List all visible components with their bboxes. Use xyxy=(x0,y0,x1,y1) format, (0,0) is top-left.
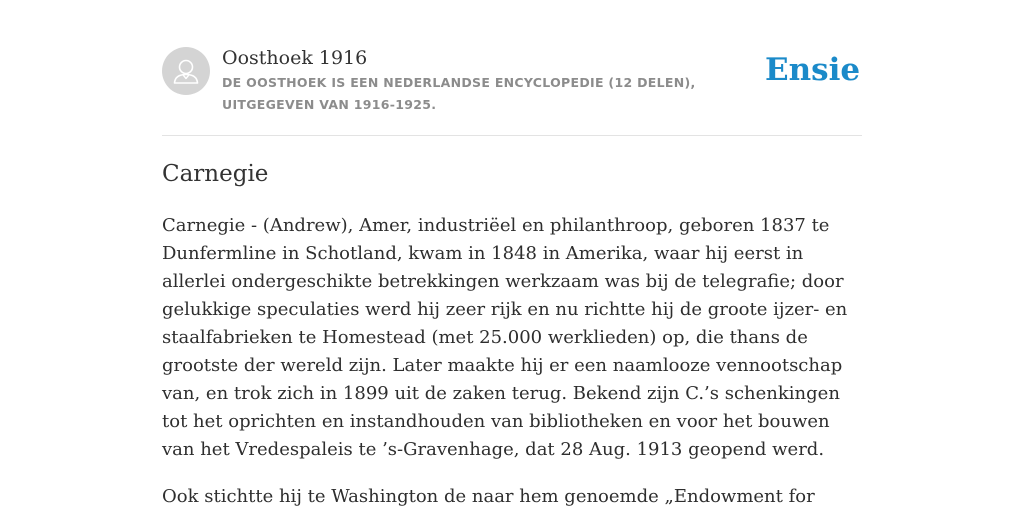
entry-paragraph: Ook stichtte hij te Washington de naar hem genoemde „Endowment for xyxy=(162,486,815,507)
brand-logo[interactable]: Ensie xyxy=(765,52,861,88)
source-header xyxy=(162,46,862,116)
entry-body xyxy=(162,212,864,512)
entry-paragraph: Carnegie - (Andrew), Amer, industriëel en philanthroop, geboren 1837 te Dunfermline in Schotland, kwam in 1848 in Amerika, waar hij eerst in allerlei ondergeschikte betrekkingen werkzaam was bij de telegrafie; door gelukkige speculaties werd hij zeer rijk en nu richtte hij de groote ijzer- en staalfabrieken te Homestead (met 25.000 werklieden) op, die thans de grootste der wereld zijn. Later maakte hij er een naamlooze vennootschap van, en trok zich in 1899 uit de zaken terug. Bekend zijn C.’s schenkingen tot het oprichten en instandhouden van bibliotheken en voor het bouwen van het Vredespaleis te ’s-Gravenhage, dat 28 Aug. 1913 geopend werd. xyxy=(162,215,848,460)
source-description: DE OOSTHOEK IS EEN NEDERLANDSE ENCYCLOPEDIE (12 DELEN), UITGEGEVEN VAN 1916-1925. xyxy=(222,75,696,112)
entry-title: Carnegie xyxy=(162,161,269,187)
header-divider xyxy=(162,135,862,136)
source-avatar[interactable] xyxy=(162,47,210,95)
user-icon xyxy=(162,47,210,95)
source-title[interactable]: Oosthoek 1916 xyxy=(222,47,368,69)
